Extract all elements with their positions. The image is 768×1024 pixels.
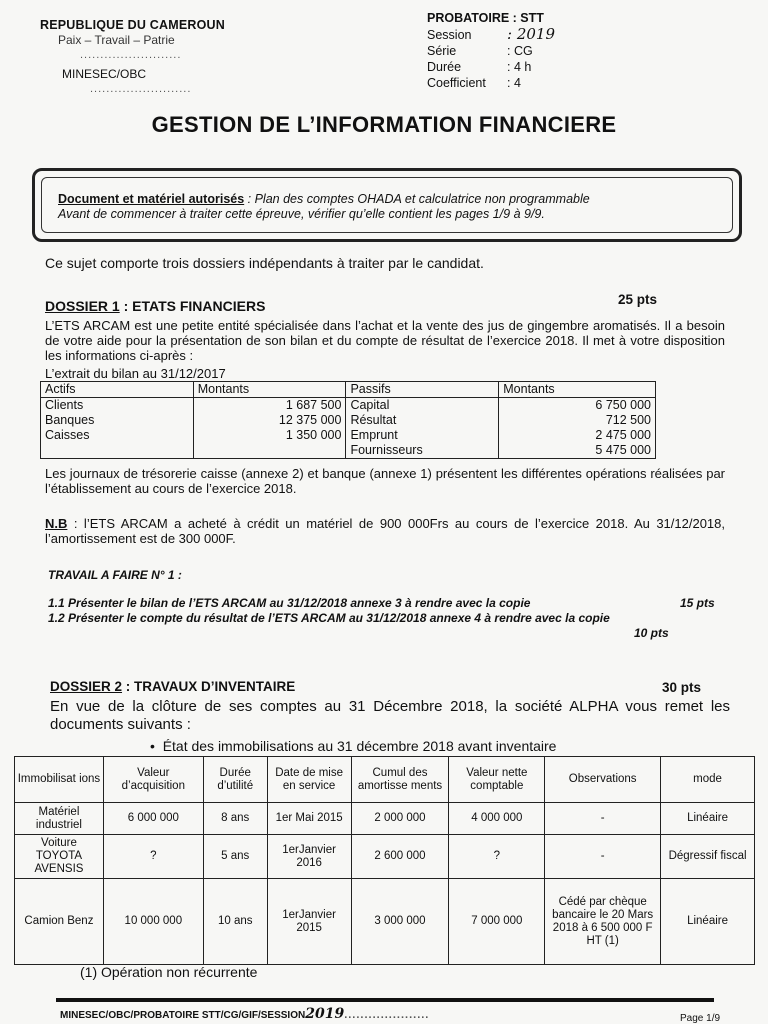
immo-cell: 4 000 000 [449, 803, 545, 835]
immo-cell: 2 600 000 [351, 835, 449, 879]
notice-lead: Document et matériel autorisés [58, 192, 245, 206]
table-row [15, 803, 755, 835]
dossier1-points: 25 pts [618, 292, 658, 307]
bilan-header: Passifs [346, 382, 499, 398]
country-name: REPUBLIQUE DU CAMEROUN [40, 18, 225, 32]
meta-row-serie [427, 43, 555, 59]
table-row [41, 428, 656, 443]
immo-cell: 10 ans [203, 879, 267, 965]
immo-cell: 1erJanvier 2015 [267, 879, 351, 965]
meta-value: : CG [507, 44, 533, 58]
immo-cell: ? [103, 835, 203, 879]
immo-header: Cumul des amortisse ments [351, 757, 449, 803]
meta-label: Coefficient [427, 76, 486, 90]
bilan-cell: Clients [41, 398, 194, 414]
table-row [41, 398, 656, 414]
bilan-caption: L’extrait du bilan au 31/12/2017 [45, 366, 226, 381]
dossier1-heading [45, 298, 265, 314]
dossier2-points: 30 pts [662, 680, 702, 695]
bilan-cell: Caisses [41, 428, 194, 443]
table-row [15, 879, 755, 965]
immo-header: Date de mise en service [267, 757, 351, 803]
footer-session: 2019 [305, 1006, 345, 1022]
bullet-icon: • [150, 738, 155, 754]
notice-box [32, 168, 742, 242]
bilan-header-row [41, 382, 656, 398]
divider-dots: ......................... [80, 49, 182, 61]
immo-header-row [15, 757, 755, 803]
notice-inner [41, 177, 733, 233]
dossier1-title: : ETATS FINANCIERS [119, 298, 266, 314]
footer-label: MINESEC/OBC/PROBATOIRE STT/CG/GIF/SESSION [60, 1010, 306, 1021]
task-2: 1.2 Présenter le compte du résultat de l’ETS ARCAM au 31/12/2018 annexe 4 à rendre avec la copie [48, 611, 610, 625]
meta-label: Durée [427, 60, 462, 74]
bilan-cell: 1 687 500 [193, 398, 346, 414]
immo-header: mode [661, 757, 755, 803]
immo-header: Valeur nette comptable [449, 757, 545, 803]
footer-text: MINESEC/OBC/PROBATOIRE STT/CG/GIF/SESSION2019..................... [60, 1006, 430, 1022]
exam-name: PROBATOIRE : STT [427, 11, 544, 25]
meta-value: : 4 h [507, 60, 532, 74]
immo-cell: 1er Mai 2015 [267, 803, 351, 835]
notice-line-1 [58, 192, 716, 207]
immo-cell: 6 000 000 [103, 803, 203, 835]
meta-row-session [427, 26, 555, 43]
meta-value: : 2019 [507, 25, 555, 43]
page-number: Page 1/9 [680, 1013, 721, 1024]
divider-dots: ......................... [90, 83, 192, 95]
work-title: TRAVAIL A FAIRE N° 1 : [48, 568, 182, 582]
bullet-text: État des immobilisations au 31 décembre 2018 avant inventaire [162, 738, 557, 754]
bilan-cell: 5 475 000 [499, 443, 656, 459]
immo-cell: Linéaire [661, 803, 755, 835]
header-left [40, 18, 225, 97]
bilan-cell: 712 500 [499, 413, 656, 428]
immo-cell: Matériel industriel [15, 803, 104, 835]
dossier2-label: DOSSIER 2 [50, 679, 123, 694]
immo-header: Immobilisat ions [15, 757, 104, 803]
intro-text: Ce sujet comporte trois dossiers indépendants à traiter par le candidat. [45, 255, 484, 271]
bilan-cell: 1 350 000 [193, 428, 346, 443]
immo-cell: Voiture TOYOTA AVENSIS [15, 835, 104, 879]
immo-cell: 8 ans [203, 803, 267, 835]
task-2-points: 10 pts [634, 626, 669, 640]
immo-cell: 5 ans [203, 835, 267, 879]
bilan-header: Montants [499, 382, 656, 398]
dossier2-title: : TRAVAUX D’INVENTAIRE [122, 679, 296, 694]
table-row [41, 443, 656, 459]
bilan-cell [41, 443, 194, 459]
meta-value: : 4 [507, 76, 521, 90]
ministry: MINESEC/OBC [62, 67, 147, 81]
notice-text: : Plan des comptes OHADA et calculatrice non programmable [244, 192, 590, 206]
bilan-header: Actifs [41, 382, 194, 398]
bilan-cell: Emprunt [346, 428, 499, 443]
table-row [15, 835, 755, 879]
motto: Paix – Travail – Patrie [58, 33, 175, 47]
footer-rule [56, 998, 714, 1002]
bilan-header: Montants [193, 382, 346, 398]
footnote: (1) Opération non récurrente [80, 964, 258, 980]
immo-cell: ? [449, 835, 545, 879]
exam-info [427, 10, 555, 91]
bilan-cell: 12 375 000 [193, 413, 346, 428]
task-1-points: 15 pts [680, 596, 715, 610]
meta-row-coefficient [427, 75, 555, 91]
immo-cell: 1erJanvier 2016 [267, 835, 351, 879]
immo-cell: 10 000 000 [103, 879, 203, 965]
bilan-cell: Capital [346, 398, 499, 414]
immo-cell: Dégressif fiscal [661, 835, 755, 879]
page-title: GESTION DE L’INFORMATION FINANCIERE [151, 112, 617, 137]
exam-meta-table [427, 26, 555, 91]
immo-cell: Camion Benz [15, 879, 104, 965]
dossier2-paragraph: En vue de la clôture de ses comptes au 31 Décembre 2018, la société ALPHA vous remet les documents suivants : [50, 698, 730, 733]
dossier1-label: DOSSIER 1 [45, 298, 120, 314]
dossier1-paragraph-2: Les journaux de trésorerie caisse (annexe 2) et banque (annexe 1) présentent les différentes opérations réalisées par l’établissement au cours de l’exercice 2018. [45, 466, 725, 496]
immo-cell: 2 000 000 [351, 803, 449, 835]
task-1: 1.1 Présenter le bilan de l’ETS ARCAM au 31/12/2018 annexe 3 à rendre avec la copie [48, 596, 531, 610]
table-row [41, 413, 656, 428]
bilan-cell: Banques [41, 413, 194, 428]
meta-label: Session [427, 27, 472, 42]
notice-line-2: Avant de commencer à traiter cette épreuve, vérifier qu’elle contient les pages 1/9 à 9/9. [58, 207, 545, 221]
bilan-cell: Fournisseurs [346, 443, 499, 459]
bullet-item [150, 738, 556, 754]
immo-header: Observations [545, 757, 661, 803]
immo-cell: Cédé par chèque bancaire le 20 Mars 2018 à 6 500 000 F HT (1) [545, 879, 661, 965]
immo-header: Valeur d’acquisition [103, 757, 203, 803]
immo-cell: 3 000 000 [351, 879, 449, 965]
immo-cell: - [545, 835, 661, 879]
immo-header: Durée d’utilité [203, 757, 267, 803]
meta-row-duree [427, 59, 555, 75]
nb-text: : l’ETS ARCAM a acheté à crédit un matériel de 900 000Frs au cours de l’exercice 2018. Au 31/12/2018, l’amortissement est de 300 000F. [45, 516, 725, 546]
bilan-cell [193, 443, 346, 459]
bilan-cell: 6 750 000 [499, 398, 656, 414]
bilan-cell: Résultat [346, 413, 499, 428]
nb-note [45, 516, 725, 546]
immo-cell: 7 000 000 [449, 879, 545, 965]
nb-label: N.B [45, 516, 68, 531]
immo-cell: Linéaire [661, 879, 755, 965]
meta-label: Série [427, 44, 457, 58]
immo-cell: - [545, 803, 661, 835]
bilan-table [40, 381, 656, 459]
dossier2-heading [50, 679, 295, 694]
immobilisations-table [14, 756, 755, 965]
dossier1-paragraph: L’ETS ARCAM est une petite entité spécialisée dans l’achat et la vente des jus de gingembre aromatisés. Il a besoin de votre aide pour la présentation de son bilan et du compte de résultat de l’exercice 2018. Il met à votre disposition les informations ci-après : [45, 318, 725, 363]
bilan-cell: 2 475 000 [499, 428, 656, 443]
